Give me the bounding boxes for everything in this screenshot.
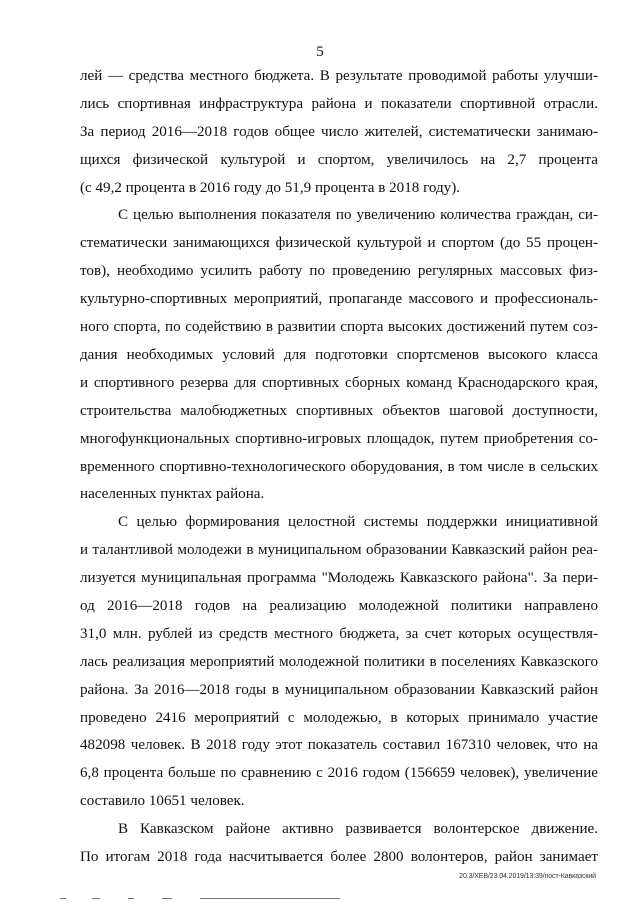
scan-artifact	[60, 898, 66, 899]
scan-artifact	[200, 898, 340, 899]
text-line: лей — средства местного бюджета. В результате проводимой работы улучши-	[80, 68, 598, 84]
text-line: од 2016—2018 годов на реализацию молодежной политики направлено	[80, 598, 598, 614]
text-line: ного спорта, по содействию в развитии спорта высоких достижений путем соз-	[80, 319, 598, 335]
text-line: С целью выполнения показателя по увеличению количества граждан, си-	[118, 207, 598, 223]
text-line: дания необходимых условий для подготовки спортсменов высокого класса	[80, 347, 598, 363]
text-line: 6,8 процента больше по сравнению с 2016 годом (156659 человек), увеличение	[80, 765, 598, 781]
page-number: 5	[316, 44, 324, 60]
text-line: (с 49,2 процента в 2016 году до 51,9 процента в 2018 году).	[80, 180, 461, 196]
scan-artifact	[128, 898, 134, 899]
text-line: 31,0 млн. рублей из средств местного бюджета, за счет которых осуществля-	[80, 626, 598, 642]
text-line: 482098 человек. В 2018 году этот показатель составил 167310 человек, что на	[80, 737, 598, 753]
text-line: и талантливой молодежи в муниципальном образовании Кавказский район реа-	[80, 542, 598, 558]
text-line: строительства малобюджетных спортивных объектов шаговой доступности,	[80, 403, 598, 419]
text-line: культурно-спортивных мероприятий, пропаганде массового и профессиональ-	[80, 291, 598, 307]
text-line: проведено 2416 мероприятий с молодежью, в которых принимало участие	[80, 710, 598, 726]
text-line: многофункциональных спортивно-игровых площадок, путем приобретения со-	[80, 431, 598, 447]
text-line: временного спортивно-технологического оборудования, в том числе в сельских	[80, 459, 598, 475]
text-line: щихся физической культурой и спортом, увеличилось на 2,7 процента	[80, 152, 598, 168]
text-line: тов), необходимо усилить работу по проведению регулярных массовых физ-	[80, 263, 598, 279]
text-line: района. За 2016—2018 годы в муниципальном образовании Кавказский район	[80, 682, 598, 698]
text-line: стематически занимающихся физической культурой и спортом (до 55 процен-	[80, 235, 598, 251]
text-line: и спортивного резерва для спортивных сборных команд Краснодарского края,	[80, 375, 598, 391]
text-line: населенных пунктах района.	[80, 486, 265, 502]
text-line: С целью формирования целостной системы поддержки инициативной	[118, 514, 598, 530]
text-line: лизуется муниципальная программа "Молодежь Кавказского района". За пери-	[80, 570, 598, 586]
text-line: В Кавказском районе активно развивается волонтерское движение.	[118, 821, 598, 837]
text-line: лась реализация мероприятий молодежной политики в поселениях Кавказского	[80, 654, 598, 670]
text-line: составило 10651 человек.	[80, 793, 245, 809]
text-line: По итогам 2018 года насчитывается более 2800 волонтеров, район занимает	[80, 849, 598, 865]
text-line: За период 2016—2018 годов общее число жителей, систематически занимаю-	[80, 124, 598, 140]
scan-artifact	[162, 898, 172, 899]
footer-stamp: 20.3/ХЕВ/23.04.2019/13:39/пост-Кавказский	[459, 873, 596, 880]
text-line: лись спортивная инфраструктура района и показатели спортивной отрасли.	[80, 96, 598, 112]
scan-artifact	[92, 898, 100, 899]
